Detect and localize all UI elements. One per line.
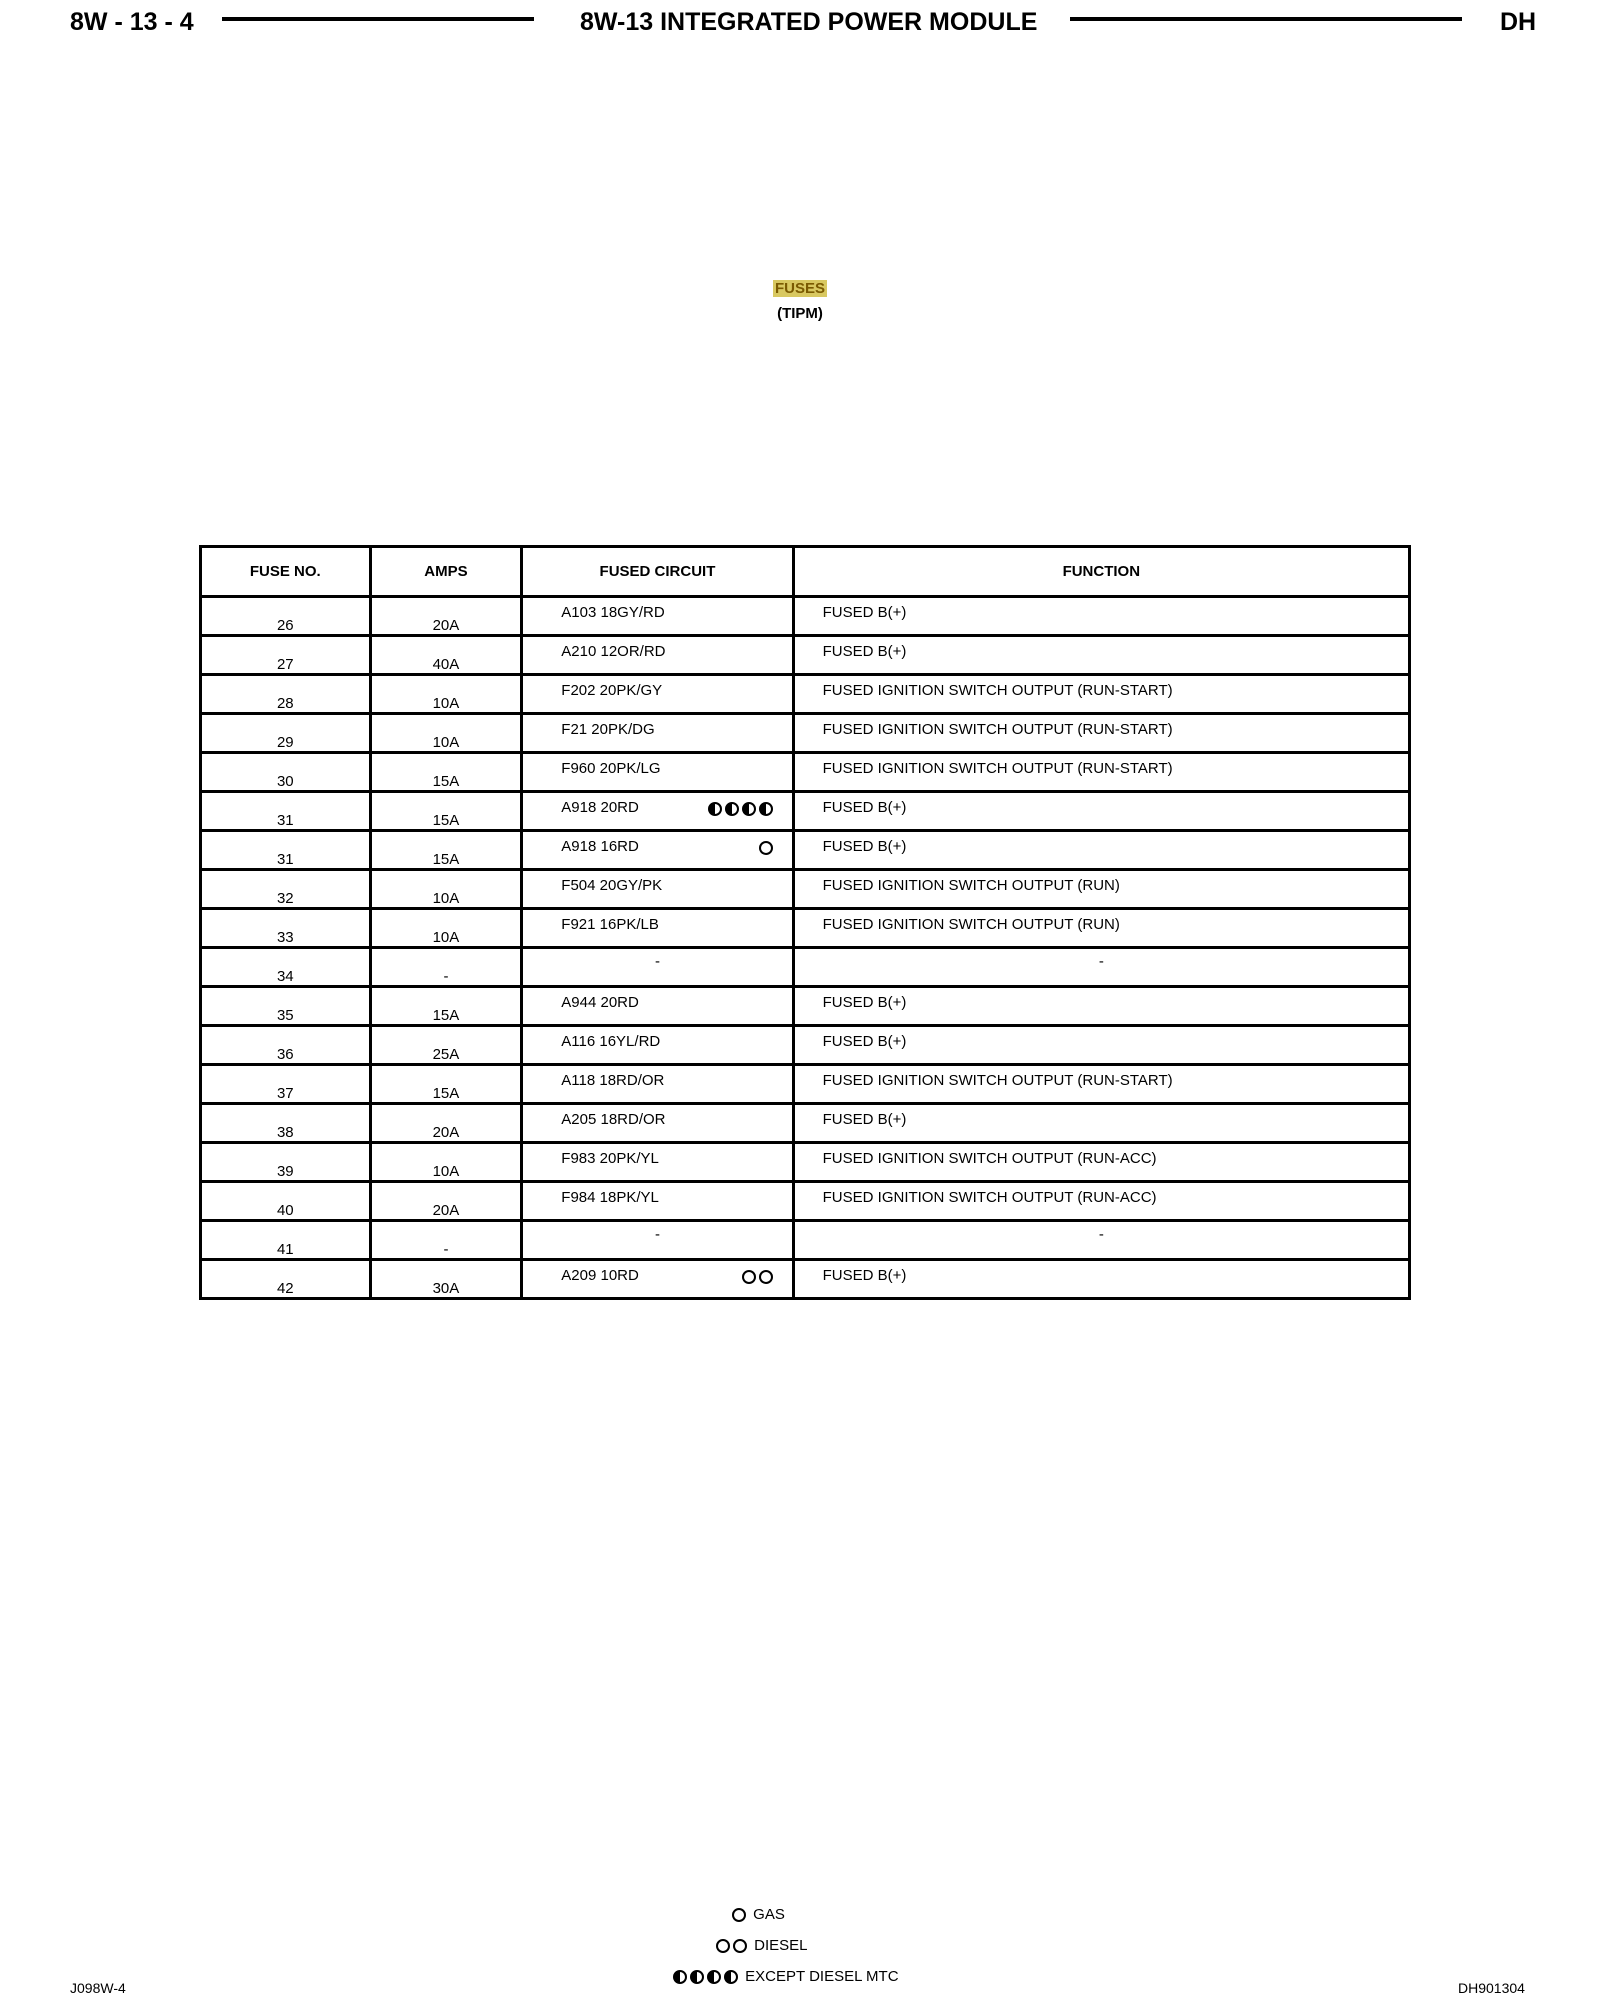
table-row: [201, 675, 1410, 714]
table-row: [201, 1026, 1410, 1065]
function-text: -: [1098, 1226, 1104, 1243]
cell-function: [793, 1221, 1409, 1260]
cell-fused-circuit: [522, 909, 793, 948]
fuses-heading: [0, 280, 1600, 297]
table-row: [201, 714, 1410, 753]
cell-fused-circuit: [522, 753, 793, 792]
table-row: [201, 1221, 1410, 1260]
table-row: [201, 753, 1410, 792]
header-rule-right: [1070, 17, 1462, 21]
circuit-text: F984 18PK/YL: [561, 1189, 659, 1206]
fuse-table: [199, 545, 1411, 1300]
circle-icon: [759, 841, 773, 855]
cell-amps: 20A: [370, 1182, 522, 1221]
cell-amps: 20A: [370, 1104, 522, 1143]
cell-fused-circuit: [522, 597, 793, 636]
cell-fuse-no: 38: [201, 1104, 371, 1143]
cell-fuse-no: 34: [201, 948, 371, 987]
cell-amps: -: [370, 1221, 522, 1260]
table-row: [201, 948, 1410, 987]
function-text: FUSED B(+): [822, 643, 907, 660]
diesel-symbol: [742, 1268, 776, 1285]
cell-fused-circuit: [522, 1260, 793, 1299]
page-title: 8W-13 INTEGRATED POWER MODULE: [580, 8, 1038, 36]
circuit-text: A918 16RD: [561, 838, 639, 855]
half-circle-icon: [708, 802, 722, 816]
cell-function: [793, 870, 1409, 909]
cell-amps: 15A: [370, 831, 522, 870]
cell-fused-circuit: [522, 1104, 793, 1143]
cell-fuse-no: 31: [201, 831, 371, 870]
cell-function: [793, 1026, 1409, 1065]
function-text: FUSED IGNITION SWITCH OUTPUT (RUN-START): [822, 721, 1173, 738]
circuit-text: A210 12OR/RD: [561, 643, 666, 660]
circuit-text: F202 20PK/GY: [561, 682, 663, 699]
circuit-text: -: [654, 1226, 660, 1243]
fuse-table-body: [201, 597, 1410, 1299]
function-text: FUSED B(+): [822, 604, 907, 621]
circuit-text: -: [654, 953, 660, 970]
cell-fuse-no: 37: [201, 1065, 371, 1104]
table-row: [201, 987, 1410, 1026]
cell-fuse-no: 29: [201, 714, 371, 753]
function-text: FUSED B(+): [822, 994, 907, 1011]
cell-amps: 15A: [370, 1065, 522, 1104]
cell-function: [793, 1065, 1409, 1104]
gas-icon: [732, 1908, 746, 1922]
cell-fuse-no: 35: [201, 987, 371, 1026]
circuit-text: F21 20PK/DG: [561, 721, 655, 738]
cell-amps: 20A: [370, 597, 522, 636]
half-circle-icon-4: [724, 1970, 738, 1984]
cell-fuse-no: 32: [201, 870, 371, 909]
cell-amps: 10A: [370, 1143, 522, 1182]
cell-fused-circuit: [522, 870, 793, 909]
function-text: FUSED IGNITION SWITCH OUTPUT (RUN): [822, 916, 1120, 933]
cell-fuse-no: 26: [201, 597, 371, 636]
circuit-text: A918 20RD: [561, 799, 639, 816]
circuit-text: F960 20PK/LG: [561, 760, 661, 777]
cell-function: [793, 675, 1409, 714]
cell-fused-circuit: [522, 636, 793, 675]
cell-fused-circuit: [522, 714, 793, 753]
function-text: FUSED IGNITION SWITCH OUTPUT (RUN): [822, 877, 1120, 894]
table-row: [201, 1104, 1410, 1143]
function-text: FUSED B(+): [822, 1033, 907, 1050]
legend-gas-label: GAS: [753, 1906, 785, 1923]
half-circle-icon-2: [690, 1970, 704, 1984]
cell-fused-circuit: [522, 948, 793, 987]
cell-amps: -: [370, 948, 522, 987]
legend-except-label: EXCEPT DIESEL MTC: [745, 1968, 899, 1985]
cell-amps: 30A: [370, 1260, 522, 1299]
circuit-text: A944 20RD: [561, 994, 639, 1011]
cell-fuse-no: 42: [201, 1260, 371, 1299]
legend-diesel-label: DIESEL: [754, 1937, 808, 1954]
half-circle-icon-3: [707, 1970, 721, 1984]
cell-function: [793, 948, 1409, 987]
half-circle-icon: [725, 802, 739, 816]
table-row: [201, 1182, 1410, 1221]
circuit-text: A103 18GY/RD: [561, 604, 665, 621]
table-row: [201, 636, 1410, 675]
cell-fused-circuit: [522, 1221, 793, 1260]
cell-amps: 10A: [370, 870, 522, 909]
cell-amps: 10A: [370, 675, 522, 714]
cell-fuse-no: 27: [201, 636, 371, 675]
page-number: 8W - 13 - 4: [70, 8, 194, 36]
table-row: [201, 792, 1410, 831]
table-row: [201, 831, 1410, 870]
function-text: FUSED B(+): [822, 1267, 907, 1284]
section-code: DH: [1500, 8, 1537, 36]
cell-amps: 15A: [370, 987, 522, 1026]
circuit-text: A116 16YL/RD: [561, 1033, 661, 1050]
cell-fused-circuit: [522, 675, 793, 714]
cell-fuse-no: 33: [201, 909, 371, 948]
circuit-text: A118 18RD/OR: [561, 1072, 665, 1089]
table-row: [201, 597, 1410, 636]
legend-gas: [732, 1906, 785, 1923]
cell-function: [793, 1182, 1409, 1221]
footer-left-code: J098W-4: [70, 1980, 126, 1996]
cell-function: [793, 792, 1409, 831]
function-text: -: [1098, 953, 1104, 970]
cell-fused-circuit: [522, 1143, 793, 1182]
table-row: [201, 909, 1410, 948]
fuses-subheading: (TIPM): [777, 305, 823, 322]
table-header-row: [201, 547, 1410, 597]
legend-except-diesel-mtc: [673, 1968, 899, 1985]
cell-function: [793, 1104, 1409, 1143]
cell-fuse-no: 28: [201, 675, 371, 714]
function-text: FUSED B(+): [822, 1111, 907, 1128]
cell-amps: 10A: [370, 909, 522, 948]
diesel-icon-2: [733, 1939, 747, 1953]
cell-fused-circuit: [522, 792, 793, 831]
function-text: FUSED IGNITION SWITCH OUTPUT (RUN-ACC): [822, 1150, 1157, 1167]
cell-fused-circuit: [522, 1182, 793, 1221]
header-rule-left: [222, 17, 534, 21]
function-text: FUSED IGNITION SWITCH OUTPUT (RUN-START): [822, 682, 1173, 699]
cell-fuse-no: 30: [201, 753, 371, 792]
cell-amps: 40A: [370, 636, 522, 675]
cell-function: [793, 636, 1409, 675]
except-diesel-mtc-symbol: [708, 800, 776, 817]
table-row: [201, 1260, 1410, 1299]
col-header-function: FUNCTION: [793, 547, 1409, 597]
cell-amps: 10A: [370, 714, 522, 753]
cell-fuse-no: 40: [201, 1182, 371, 1221]
cell-amps: 15A: [370, 753, 522, 792]
cell-function: [793, 987, 1409, 1026]
table-row: [201, 1143, 1410, 1182]
cell-fuse-no: 31: [201, 792, 371, 831]
col-header-fuse-no: FUSE NO.: [201, 547, 371, 597]
cell-fused-circuit: [522, 987, 793, 1026]
cell-fused-circuit: [522, 1026, 793, 1065]
cell-function: [793, 597, 1409, 636]
page-header: [0, 0, 1600, 50]
cell-function: [793, 1143, 1409, 1182]
half-circle-icon: [742, 802, 756, 816]
circle-icon: [742, 1270, 756, 1284]
table-row: [201, 870, 1410, 909]
circuit-text: A209 10RD: [561, 1267, 639, 1284]
cell-function: [793, 831, 1409, 870]
table-row: [201, 1065, 1410, 1104]
cell-function: [793, 714, 1409, 753]
half-circle-icon: [759, 802, 773, 816]
circuit-text: F983 20PK/YL: [561, 1150, 659, 1167]
function-text: FUSED IGNITION SWITCH OUTPUT (RUN-ACC): [822, 1189, 1157, 1206]
circle-icon: [759, 1270, 773, 1284]
cell-function: [793, 909, 1409, 948]
function-text: FUSED IGNITION SWITCH OUTPUT (RUN-START): [822, 1072, 1173, 1089]
cell-fused-circuit: [522, 1065, 793, 1104]
cell-amps: 25A: [370, 1026, 522, 1065]
cell-fuse-no: 39: [201, 1143, 371, 1182]
cell-fuse-no: 36: [201, 1026, 371, 1065]
function-text: FUSED B(+): [822, 838, 907, 855]
cell-function: [793, 753, 1409, 792]
circuit-text: F504 20GY/PK: [561, 877, 663, 894]
gas-symbol: [759, 839, 776, 856]
diesel-icon-1: [716, 1939, 730, 1953]
function-text: FUSED IGNITION SWITCH OUTPUT (RUN-START): [822, 760, 1173, 777]
fuses-heading-text: FUSES: [774, 280, 825, 297]
cell-amps: 15A: [370, 792, 522, 831]
half-circle-icon-1: [673, 1970, 687, 1984]
circuit-text: A205 18RD/OR: [561, 1111, 666, 1128]
cell-fuse-no: 41: [201, 1221, 371, 1260]
circuit-text: F921 16PK/LB: [561, 916, 659, 933]
cell-function: [793, 1260, 1409, 1299]
cell-fused-circuit: [522, 831, 793, 870]
legend-diesel: [716, 1937, 808, 1954]
footer-right-code: DH901304: [1458, 1980, 1525, 1996]
col-header-fused-circuit: FUSED CIRCUIT: [522, 547, 793, 597]
function-text: FUSED B(+): [822, 799, 907, 816]
col-header-amps: AMPS: [370, 547, 522, 597]
